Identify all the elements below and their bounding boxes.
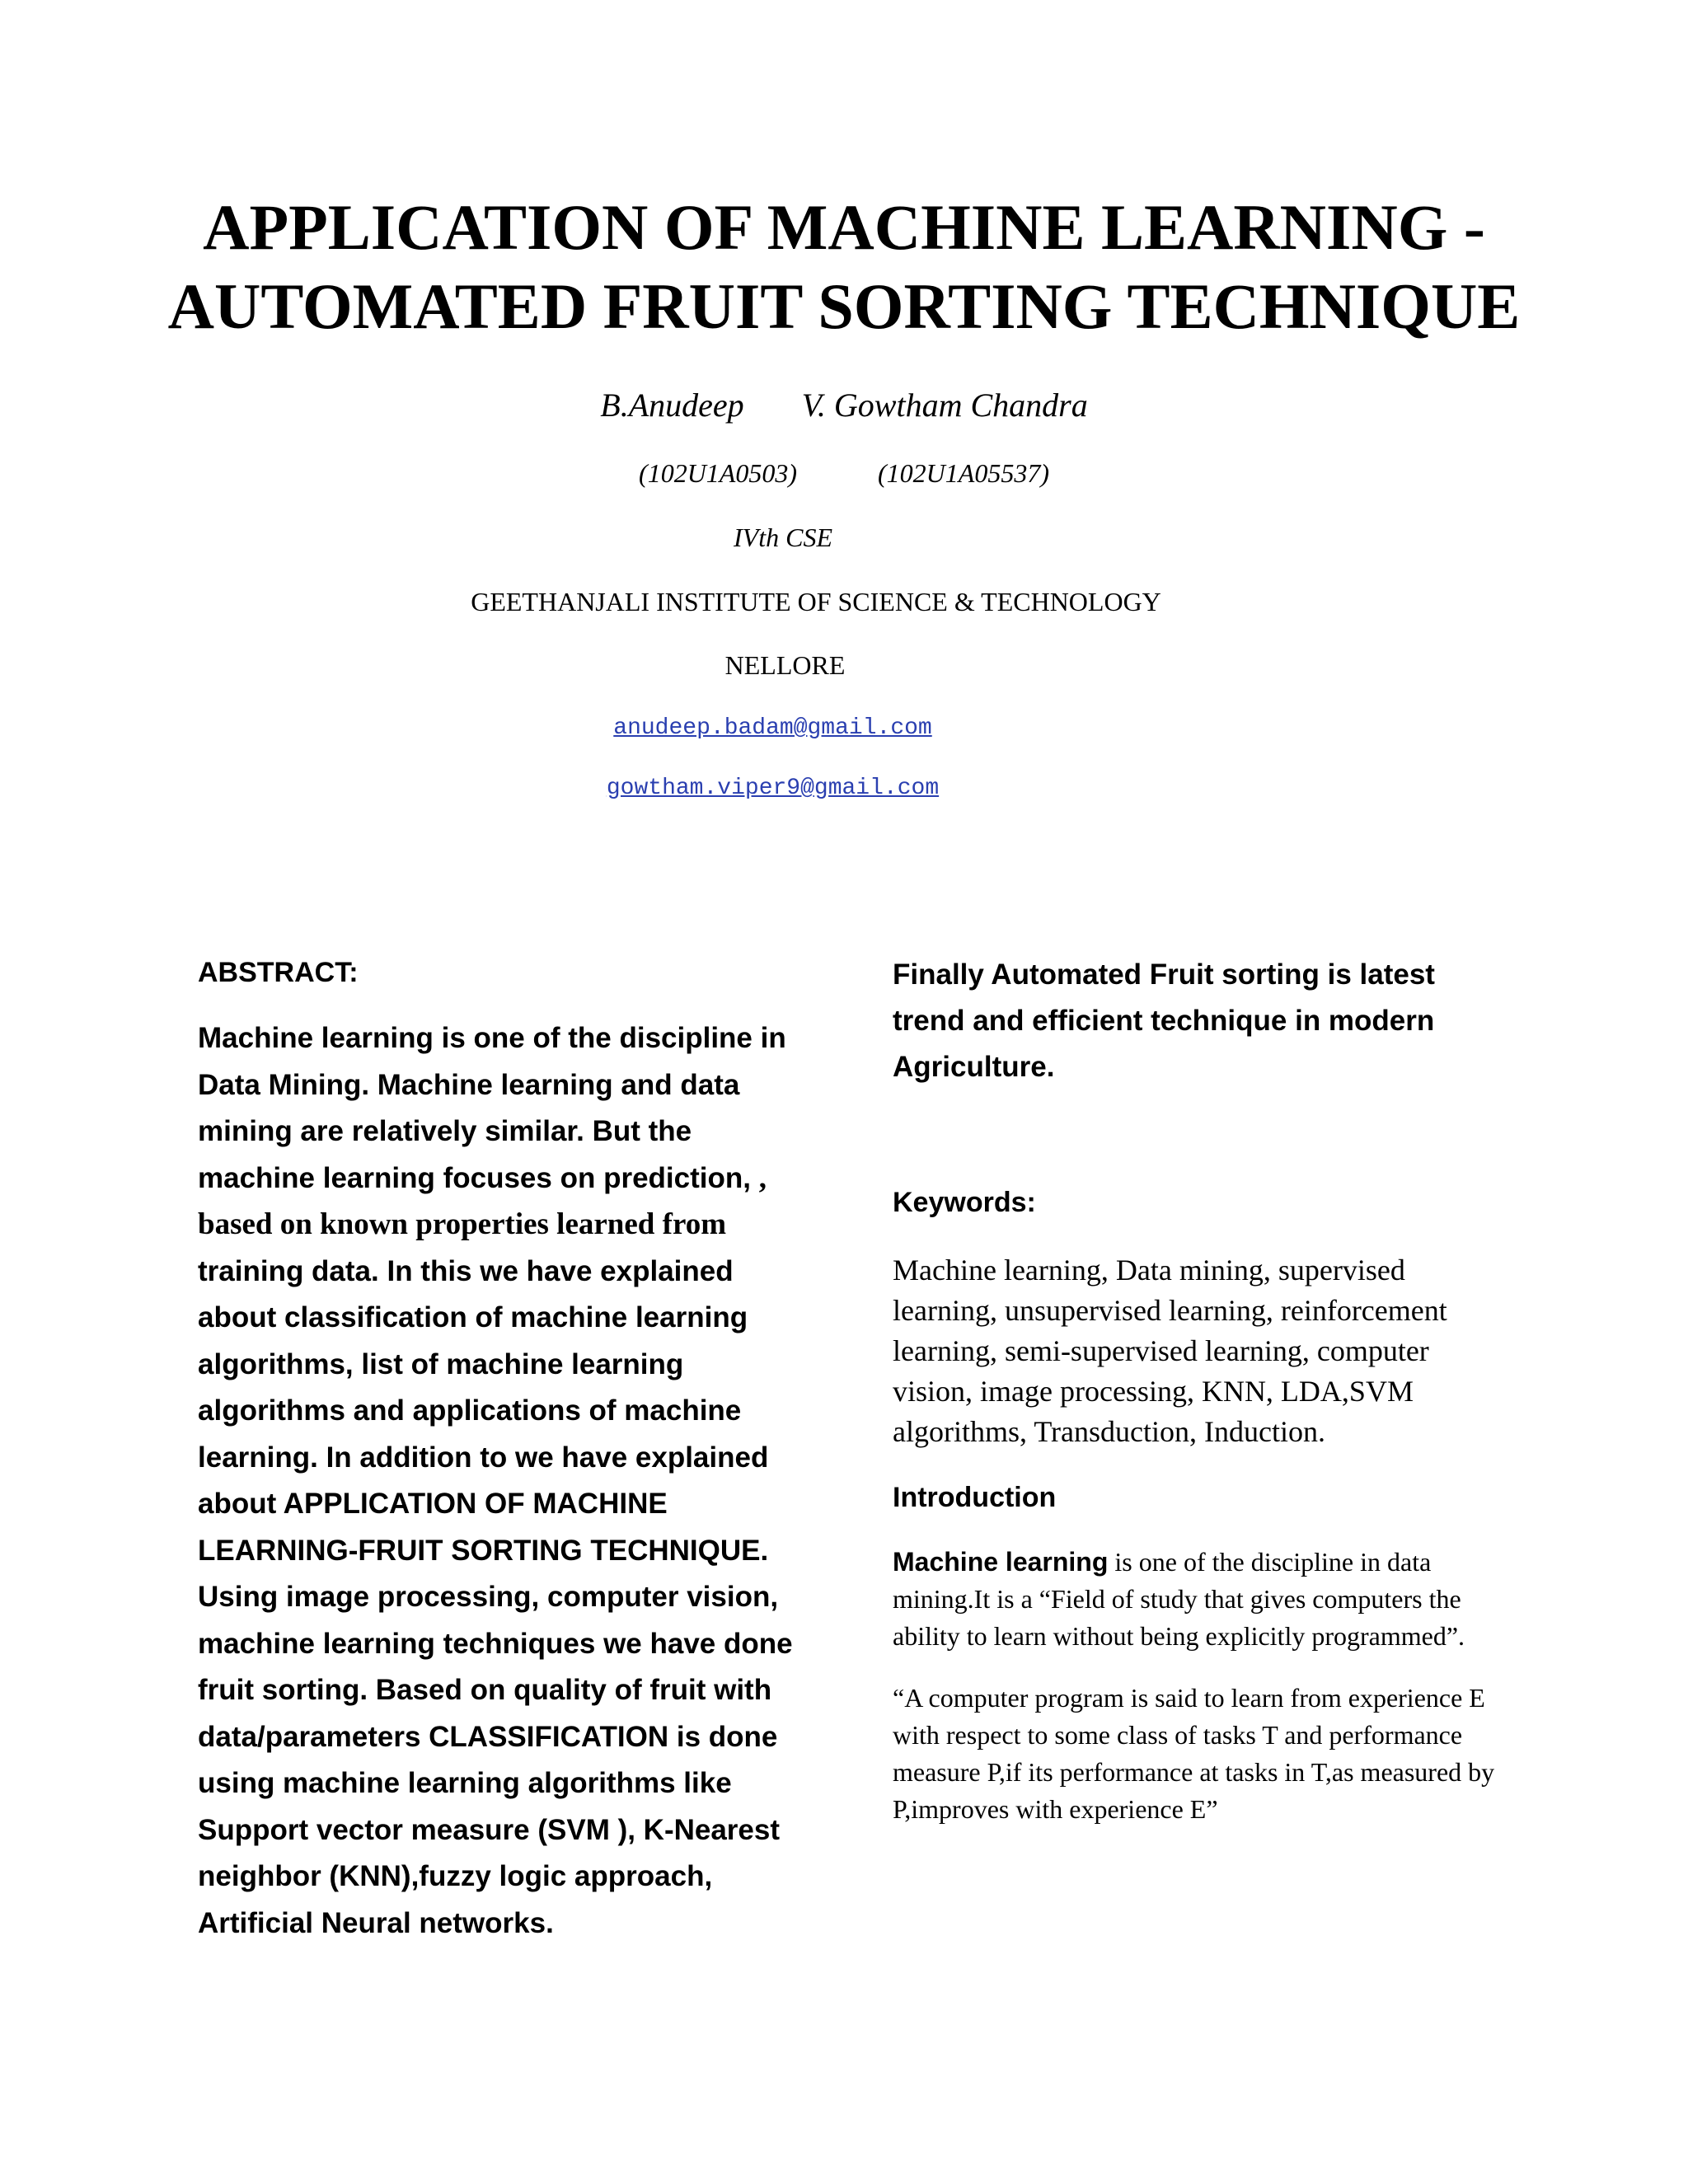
- definition-quote: “A computer program is said to learn from experience E with respect to some class of tasks T and performance measure P,if its performance at tasks in T,as measured by P,improves with experience E”: [893, 1683, 1495, 1824]
- author-id-2: (102U1A05537): [878, 458, 1049, 488]
- abstract-part-3: training data. In this we have explained about classification of machine learning algorithms, list of machine learning algorithms and applications of machine learning. In addition to we have explained about APPLICATION OF MACHINE LEARNING-FRUIT SORTING TECHNIQUE. Using image processing, computer vision, machine learning techniques we have done fruit sorting. Based on quality of fruit with data/parameters CLASSIFICATION is done using machine learning algorithms like Support vector measure (SVM ), K-Nearest neighbor (KNN),fuzzy logic approach, Artificial Neural networks.: [198, 1254, 793, 1939]
- email-link-2[interactable]: gowtham.viper9@gmail.com: [606, 776, 940, 801]
- keywords-text: Machine learning, Data mining, supervised learning, unsupervised learning, reinforcement learning, semi-supervised learning, computer vision, image processing, KNN, LDA,SVM algorithms, Transduction, Induction.: [893, 1254, 1447, 1448]
- author-name-1: B.Anudeep: [600, 387, 744, 424]
- author-ids: [0, 455, 1688, 491]
- title-line-1: APPLICATION OF MACHINE LEARNING -: [203, 191, 1485, 263]
- introduction-heading: Introduction: [893, 1482, 1057, 1513]
- institute: GEETHANJALI INSTITUTE OF SCIENCE & TECHNOLOGY: [471, 587, 1161, 616]
- left-column: [198, 952, 808, 1947]
- paper-title: [132, 188, 1556, 346]
- city: NELLORE: [724, 650, 846, 680]
- abstract-heading: ABSTRACT:: [198, 957, 359, 988]
- keywords-heading: Keywords:: [893, 1187, 1036, 1218]
- title-line-2: AUTOMATED FRUIT SORTING TECHNIQUE: [167, 270, 1521, 342]
- abstract-part-2: , based on known properties learned from: [198, 1160, 767, 1241]
- author-id-1: (102U1A0503): [639, 458, 797, 488]
- conclusion-text: Finally Automated Fruit sorting is latest trend and efficient technique in modern Agriculture.: [893, 958, 1435, 1083]
- author-name-2: V. Gowtham Chandra: [801, 387, 1088, 424]
- introduction-body: is one of the discipline in data mining.It is a “Field of study that gives computers the ability to learn without being explicitly programmed”.: [893, 1547, 1465, 1651]
- department: IVth CSE: [734, 523, 832, 552]
- abstract-part-1: Machine learning is one of the discipline in Data Mining. Machine learning and data mining are relatively similar. But the machine learning focuses on prediction,: [198, 1022, 786, 1194]
- abstract-text: [198, 1015, 808, 1947]
- introduction-lead: Machine learning: [893, 1547, 1109, 1577]
- right-column: [893, 952, 1503, 1828]
- email-link-1[interactable]: anudeep.badam@gmail.com: [613, 715, 932, 741]
- introduction-text: [893, 1544, 1503, 1655]
- author-names: [0, 381, 1688, 430]
